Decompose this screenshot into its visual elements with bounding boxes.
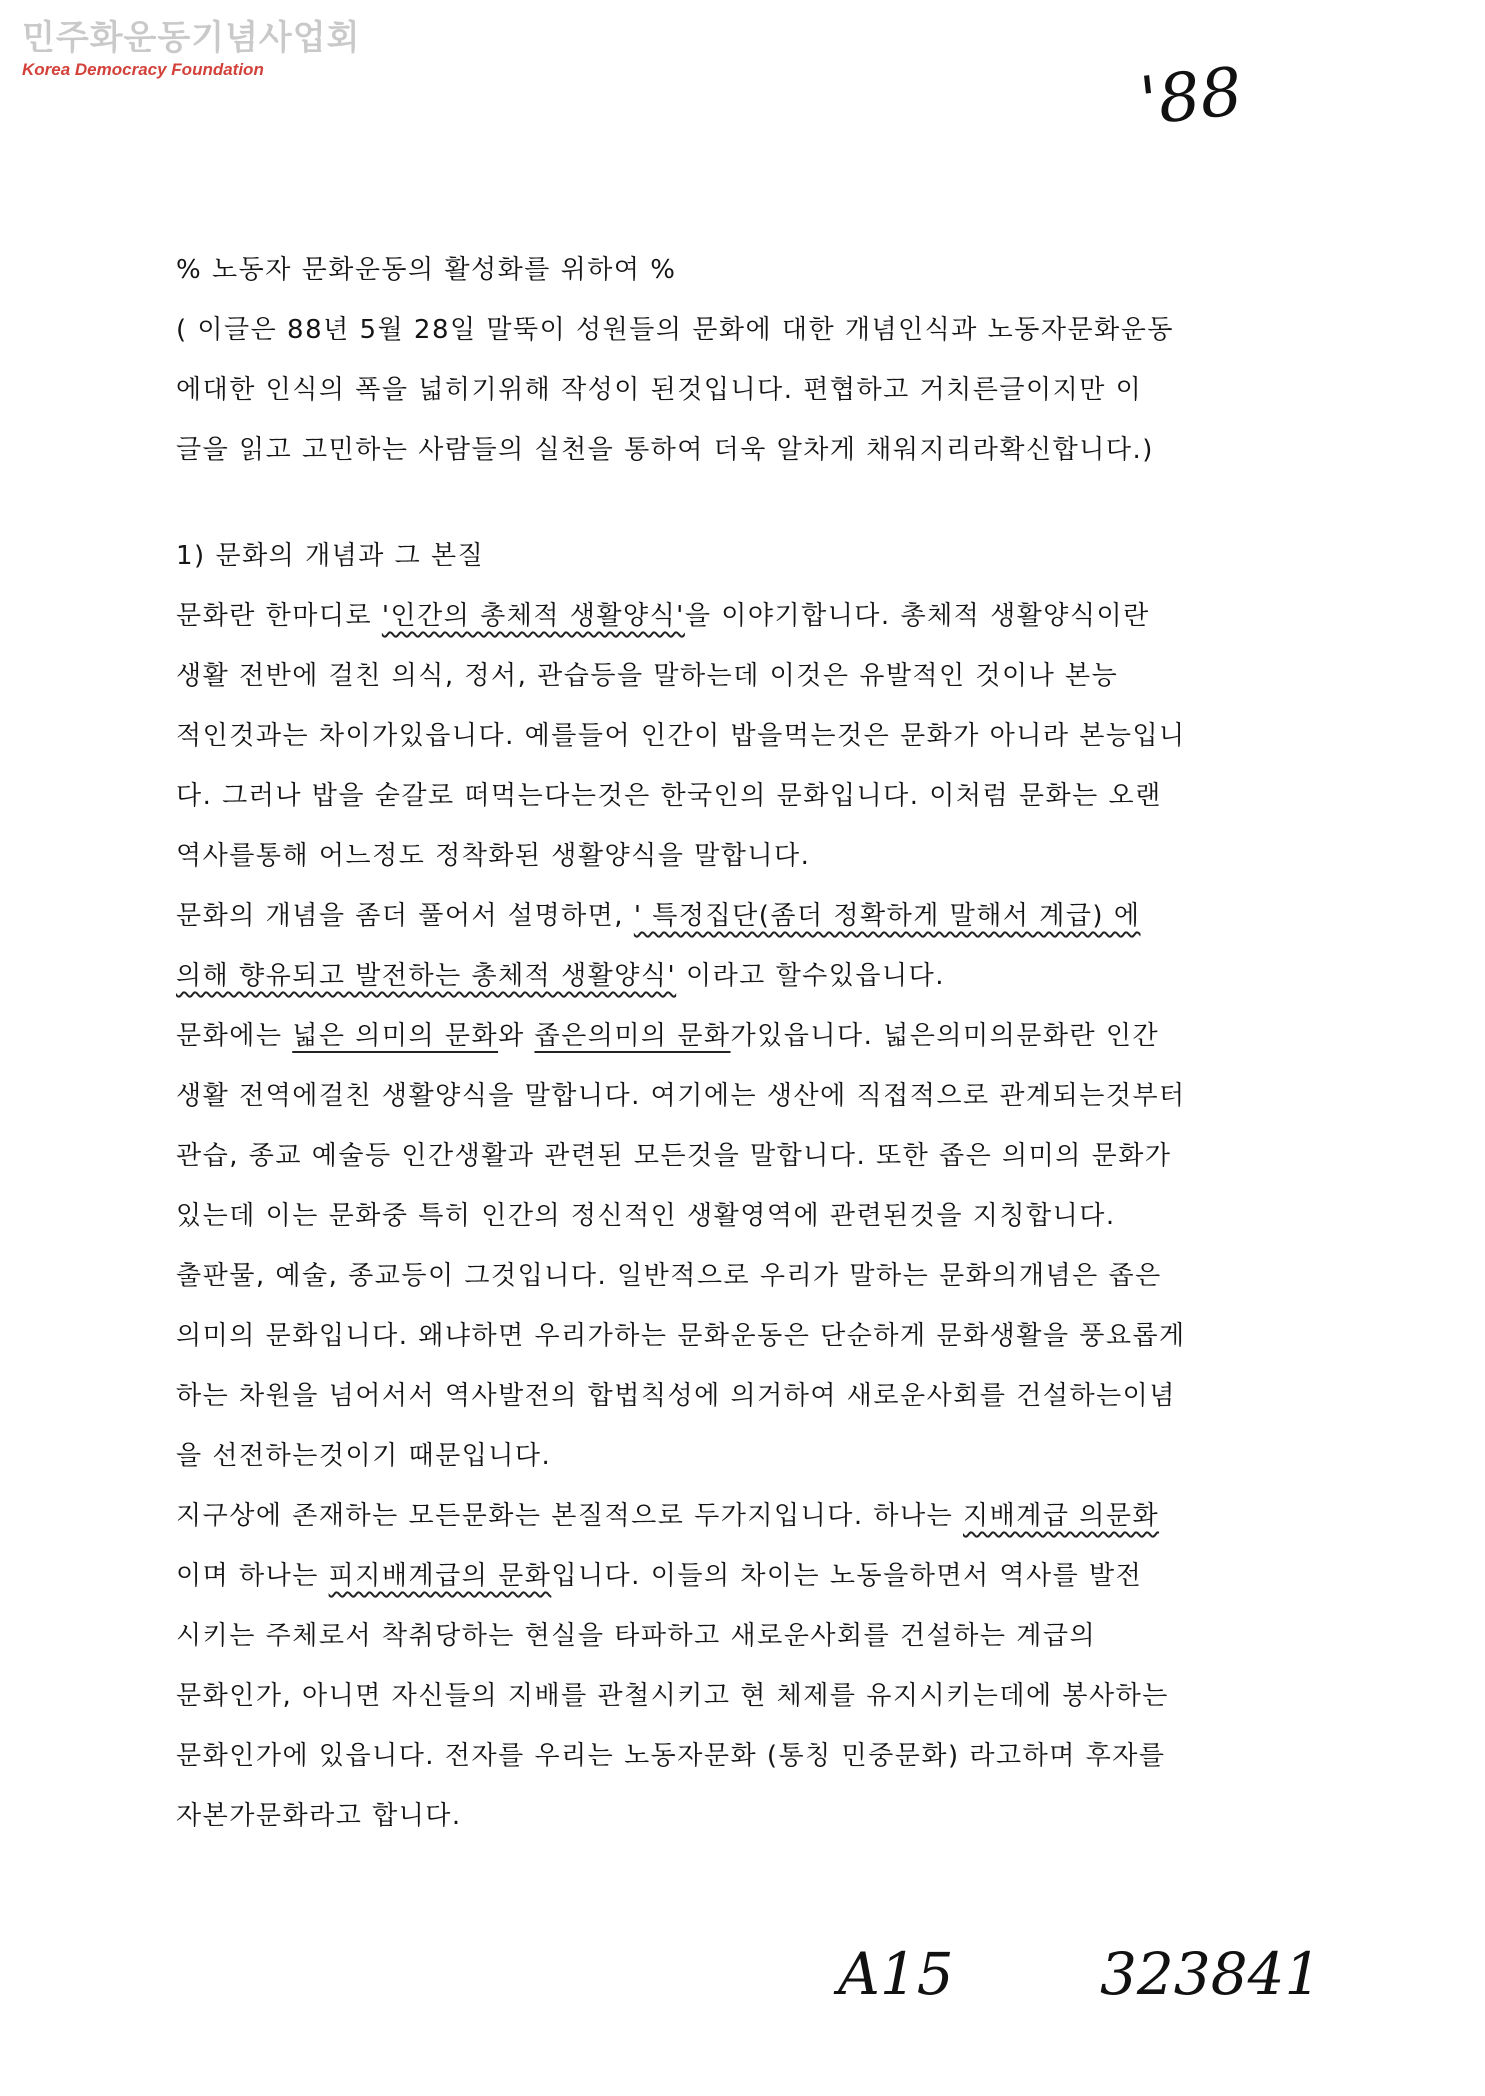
paragraph-line <box>176 594 1376 654</box>
archive-code: A15 <box>838 1940 954 2008</box>
text-run: 을 이야기합니다. 총체적 생활양식이란 <box>684 601 1150 631</box>
intro-line: ( 이글은 88년 5월 28일 말뚝이 성원들의 문화에 대한 개념인식과 노동자문화운동 <box>176 315 1174 345</box>
section-heading: 1) 문화의 개념과 그 본질 <box>176 541 485 571</box>
paragraph-line <box>176 1554 1376 1614</box>
text-run: 문화에는 <box>176 1021 293 1051</box>
paragraph-line: 관습, 종교 예술등 인간생활과 관련된 모든것을 말합니다. 또한 좁은 의미의 문화가 <box>176 1141 1172 1171</box>
paragraph-line: 적인것과는 차이가있읍니다. 예를들어 인간이 밥을먹는것은 문화가 아니라 본능입니 <box>176 721 1186 751</box>
foundation-watermark <box>22 18 360 80</box>
underlined-phrase: 좁은의미의 문화 <box>534 1021 731 1051</box>
underlined-phrase: 의해 향유되고 발전하는 총체적 생활양식' <box>176 961 677 991</box>
paragraph-line: 자본가문화라고 합니다. <box>176 1801 462 1831</box>
watermark-korean: 민주화운동기념사업회 <box>22 18 361 58</box>
paragraph-line: 생활 전반에 걸친 의식, 정서, 관습등을 말하는데 이것은 유발적인 것이나 본능 <box>176 661 1119 691</box>
text-run: 지구상에 존재하는 모든문화는 본질적으로 두가지입니다. 하나는 <box>176 1501 963 1531</box>
underlined-phrase: ' 특정집단(좀더 정확하게 말해서 계급) 에 <box>633 901 1141 931</box>
paragraph-line: 역사를통해 어느정도 정착화된 생활양식을 말합니다. <box>176 841 811 871</box>
text-run: 이라고 할수있읍니다. <box>676 961 946 991</box>
underlined-phrase: 피지배계급의 문화 <box>328 1561 552 1591</box>
paragraph-line <box>176 1494 1376 1554</box>
archive-number: 323841 <box>1100 1940 1322 2008</box>
paragraph-line: 을 선전하는것이기 때문입니다. <box>176 1441 552 1471</box>
document-body <box>176 248 1376 1854</box>
paragraph-line: 있는데 이는 문화중 특히 인간의 정신적인 생활영역에 관련된것을 지칭합니다. <box>176 1201 1116 1231</box>
paragraph-line: 하는 차원을 넘어서서 역사발전의 합법칙성에 의거하여 새로운사회를 건설하는이념 <box>176 1381 1176 1411</box>
paragraph-line: 문화인가에 있읍니다. 전자를 우리는 노동자문화 (통칭 민중문화) 라고하며 후자를 <box>176 1741 1166 1771</box>
text-run: 이며 하나는 <box>176 1561 329 1591</box>
text-run: 문화의 개념을 좀더 풀어서 설명하면, <box>176 901 634 931</box>
text-run: 가있읍니다. 넓은의미의문화란 인간 <box>730 1021 1160 1051</box>
intro-line: 에대한 인식의 폭을 넓히기위해 작성이 된것입니다. 편협하고 거치른글이지만 이 <box>176 375 1143 405</box>
paragraph-line: 다. 그러나 밥을 숟갈로 떠먹는다는것은 한국인의 문화입니다. 이처럼 문화는 오랜 <box>176 781 1162 811</box>
paragraph-line: 시키는 주체로서 착취당하는 현실을 타파하고 새로운사회를 건설하는 계급의 <box>176 1621 1097 1651</box>
underlined-phrase: 넓은 의미의 문화 <box>292 1021 499 1051</box>
watermark-english: Korea Democracy Foundation <box>22 60 264 79</box>
intro-line: 글을 읽고 고민하는 사람들의 실천을 통하여 더욱 알차게 채워지리라확신합니다.) <box>176 435 1154 465</box>
paragraph-line: 문화인가, 아니면 자신들의 지배를 관철시키고 현 체제를 유지시키는데에 봉사하는 <box>176 1681 1169 1711</box>
paragraph-line: 의미의 문화입니다. 왜냐하면 우리가하는 문화운동은 단순하게 문화생활을 풍요롭게 <box>176 1321 1186 1351</box>
spacer <box>176 488 1376 534</box>
text-run: 문화란 한마디로 <box>176 601 382 631</box>
paragraph-line <box>176 1014 1376 1074</box>
paragraph-line <box>176 894 1376 954</box>
handwritten-year-mark: '88 <box>1136 52 1246 141</box>
text-run: 입니다. 이들의 차이는 노동을하면서 역사를 발전 <box>551 1561 1143 1591</box>
text-run: 와 <box>498 1021 535 1051</box>
paragraph-line <box>176 954 1376 1014</box>
underlined-phrase: 지배계급 의문화 <box>963 1501 1160 1531</box>
paragraph-line: 출판물, 예술, 종교등이 그것입니다. 일반적으로 우리가 말하는 문화의개념은 좁은 <box>176 1261 1162 1291</box>
underlined-phrase: '인간의 총체적 생활양식' <box>381 601 685 631</box>
document-title: % 노동자 문화운동의 활성화를 위하여 % <box>176 255 677 285</box>
paragraph-line: 생활 전역에걸친 생활양식을 말합니다. 여기에는 생산에 직접적으로 관계되는것부터 <box>176 1081 1186 1111</box>
